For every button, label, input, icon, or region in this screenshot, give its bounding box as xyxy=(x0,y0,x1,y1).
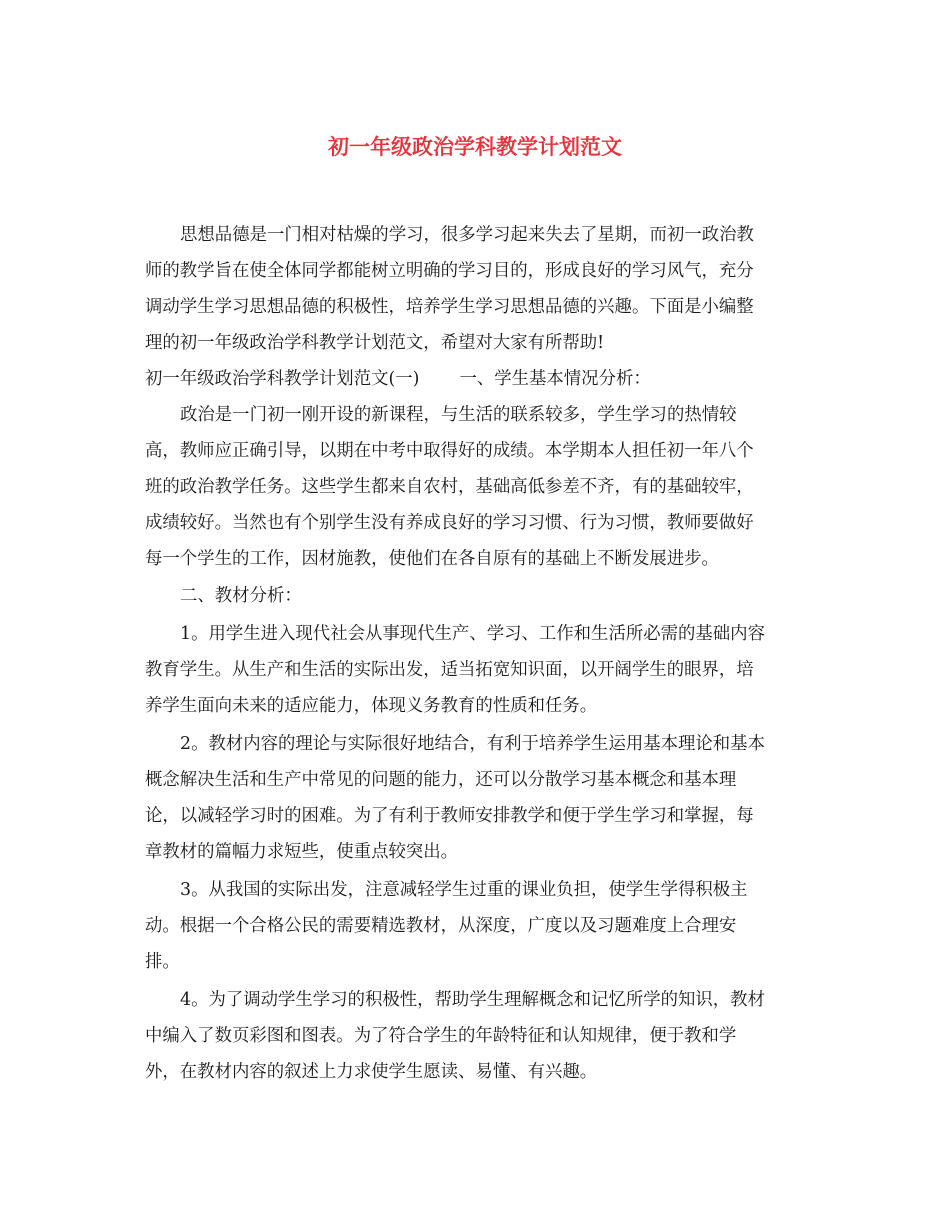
paragraph-line: 排。 xyxy=(145,952,180,972)
paragraph-line: 理的初一年级政治学科教学计划范文，希望对大家有所帮助! xyxy=(145,333,605,353)
paragraph-line: 政治是一门初一刚开设的新课程，与生活的联系较多，学生学习的热情较 xyxy=(180,405,737,425)
paragraph-line: 1。用学生进入现代社会从事现代生产、学习、工作和生活所必需的基础内容 xyxy=(180,624,765,644)
paragraph-line: 外，在教材内容的叙述上力求使学生愿读、易懂、有兴趣。 xyxy=(145,1062,598,1082)
paragraph-line: 章教材的篇幅力求短些，使重点较突出。 xyxy=(145,842,459,862)
paragraph-line: 调动学生学习思想品德的积极性，培养学生学习思想品德的兴趣。下面是小编整 xyxy=(145,297,754,317)
paragraph-line: 思想品德是一门相对枯燥的学习，很多学习起来失去了星期，而初一政治教 xyxy=(180,225,754,245)
section-heading-right: 一、学生基本情况分析： xyxy=(459,369,651,389)
paragraph-line: 成绩较好。当然也有个别学生没有养成良好的学习习惯、行为习惯，教师要做好 xyxy=(145,513,754,533)
paragraph-line: 动。根据一个合格公民的需要精选教材，从深度，广度以及习题难度上合理安 xyxy=(145,916,737,936)
paragraph-line: 论，以减轻学习时的困难。为了有利于教师安排教学和便于学生学习和掌握，每 xyxy=(145,806,754,826)
section-heading-left: 初一年级政治学科教学计划范文(一) xyxy=(145,369,420,389)
paragraph-line: 师的教学旨在使全体同学都能树立明确的学习目的，形成良好的学习风气，充分 xyxy=(145,261,754,281)
paragraph-line: 概念解决生活和生产中常见的问题的能力，还可以分散学习基本概念和基本理 xyxy=(145,770,737,790)
paragraph-line: 班的政治教学任务。这些学生都来自农村，基础高低参差不齐，有的基础较牢， xyxy=(145,477,754,497)
paragraph-line: 3。从我国的实际出发，注意减轻学生过重的课业负担，使学生学得积极主 xyxy=(180,880,748,900)
paragraph-line: 养学生面向未来的适应能力，体现义务教育的性质和任务。 xyxy=(145,696,598,716)
section-heading-line xyxy=(145,365,651,393)
paragraph-line: 4。为了调动学生学习的积极性，帮助学生理解概念和记忆所学的知识，教材 xyxy=(180,990,765,1010)
paragraph-line: 高，教师应正确引导，以期在中考中取得好的成绩。本学期本人担任初一年八个 xyxy=(145,441,754,461)
section-heading: 二、教材分析： xyxy=(180,586,302,606)
paragraph-line: 2。教材内容的理论与实际很好地结合，有利于培养学生运用基本理论和基本 xyxy=(180,734,765,754)
document-title: 初一年级政治学科教学计划范文 xyxy=(328,134,622,159)
paragraph-line: 教育学生。从生产和生活的实际出发，适当拓宽知识面，以开阔学生的眼界，培 xyxy=(145,660,754,680)
paragraph-line: 每一个学生的工作，因材施教，使他们在各自原有的基础上不断发展进步。 xyxy=(145,549,719,569)
paragraph-line: 中编入了数页彩图和图表。为了符合学生的年龄特征和认知规律，便于教和学 xyxy=(145,1026,737,1046)
